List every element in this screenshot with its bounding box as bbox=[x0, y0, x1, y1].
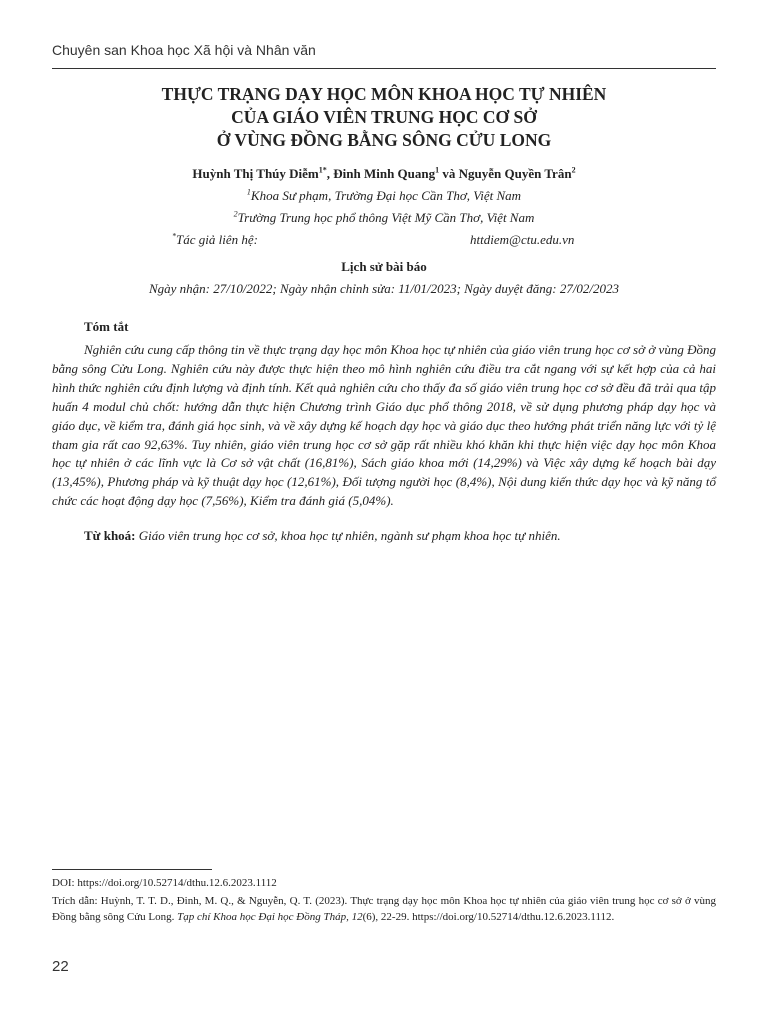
author-list bbox=[52, 166, 716, 182]
abstract-heading: Tóm tắt bbox=[84, 319, 129, 334]
author-3-sup: 2 bbox=[571, 165, 576, 175]
author-3: Nguyễn Quyền Trân bbox=[458, 166, 572, 181]
affiliation-1-sup: 1 bbox=[246, 187, 251, 197]
author-2: Đinh Minh Quang bbox=[333, 166, 436, 181]
article-history-dates: Ngày nhận: 27/10/2022; Ngày nhận chỉnh sửa: 11/01/2023; Ngày duyệt đăng: 27/02/2023 bbox=[148, 281, 620, 296]
citation-journal: Tạp chí Khoa học Đại học Đồng Tháp, 12 bbox=[177, 910, 363, 923]
author-1-sup: 1* bbox=[318, 165, 327, 175]
author-2-sup: 1 bbox=[435, 165, 440, 175]
affiliation-2-sup: 2 bbox=[233, 209, 238, 219]
journal-header: Chuyên san Khoa học Xã hội và Nhân văn bbox=[52, 42, 316, 58]
author-separator: và bbox=[439, 166, 459, 181]
page-number: 22 bbox=[52, 958, 69, 975]
header-divider bbox=[52, 68, 716, 69]
corresponding-sup: * bbox=[172, 231, 176, 241]
affiliation-2-text: Trường Trung học phổ thông Việt Mỹ Cần Thơ, Việt Nam bbox=[237, 210, 535, 225]
corresponding-author-label bbox=[172, 232, 258, 248]
affiliation-2 bbox=[52, 210, 716, 226]
citation-tail: (6), 22-29. https://doi.org/10.52714/dthu.12.6.2023.1112. bbox=[362, 910, 615, 923]
corresponding-email[interactable]: httdiem@ctu.edu.vn bbox=[470, 232, 575, 247]
keywords-label: Từ khoá: bbox=[84, 528, 139, 543]
corresponding-label-text: Tác giả liên hệ: bbox=[176, 232, 258, 247]
title-line-2: CỦA GIÁO VIÊN TRUNG HỌC CƠ SỞ bbox=[231, 107, 537, 127]
keywords-text: Giáo viên trung học cơ sở, khoa học tự nhiên, ngành sư phạm khoa học tự nhiên. bbox=[138, 528, 561, 543]
doi-line[interactable]: DOI: https://doi.org/10.52714/dthu.12.6.2023.1112 bbox=[52, 877, 277, 889]
citation-text: Trích dẫn: Huỳnh, T. T. D., Đinh, M. Q., & Nguyễn, Q. T. (2023). Thực trạng dạy học môn Khoa học tự nhiên của giáo viên trung học cơ sở ở vùng Đồng bằng sông Cửu Long. bbox=[52, 895, 716, 923]
author-1: Huỳnh Thị Thúy Diễm bbox=[192, 166, 319, 181]
author-separator: , bbox=[326, 166, 334, 181]
citation bbox=[52, 894, 716, 925]
title-line-1: THỰC TRẠNG DẠY HỌC MÔN KHOA HỌC TỰ NHIÊN bbox=[161, 84, 607, 104]
article-history-title: Lịch sử bài báo bbox=[341, 259, 427, 274]
paper-title bbox=[52, 83, 716, 152]
title-line-3: Ở VÙNG ĐỒNG BẰNG SÔNG CỬU LONG bbox=[216, 130, 552, 150]
abstract-body: Nghiên cứu cung cấp thông tin về thực trạng dạy học môn Khoa học tự nhiên của giáo viên trung học cơ sở ở vùng Đồng bằng sông Cửu Long. Nghiên cứu này được thực hiện theo mô hình nghiên cứu điều tra cắt ngang với sự kết hợp của cả hai hình thức nghiên cứu định lượng và định tính. Kết quả nghiên cứu cho thấy đa số giáo viên trung học cơ sở đều đã trải qua tập huấn 4 modul chủ chốt: hướng dẫn thực hiện Chương trình Giáo dục phổ thông 2018, về sử dụng phương pháp dạy học và giáo dục, về kiểm tra, đánh giá học sinh, và về xây dựng kế hoạch dạy học và giáo dục theo hướng phát triển năng lực với tỷ lệ tham gia rất cao 92,63%. Tuy nhiên, giáo viên trung học cơ sở gặp rất nhiều khó khăn khi thực hiện việc dạy học môn Khoa học tự nhiên ở các lĩnh vực là Cơ sở vật chất (16,81%), Sách giáo khoa mới (14,29%) và Việc xây dựng kế hoạch bài dạy (13,45%), Phương pháp và kỹ thuật dạy học (12,61%), Đối tượng người học (8,4%), Nội dung kiến thức dạy học và kỹ năng tổ chức các hoạt động dạy học (7,56%), Kiểm tra đánh giá (5,04%). bbox=[52, 342, 716, 509]
footnote-divider bbox=[52, 869, 212, 870]
affiliation-1-text: Khoa Sư phạm, Trường Đại học Cần Thơ, Việt Nam bbox=[250, 188, 522, 203]
keywords bbox=[52, 528, 716, 544]
affiliation-1 bbox=[52, 188, 716, 204]
